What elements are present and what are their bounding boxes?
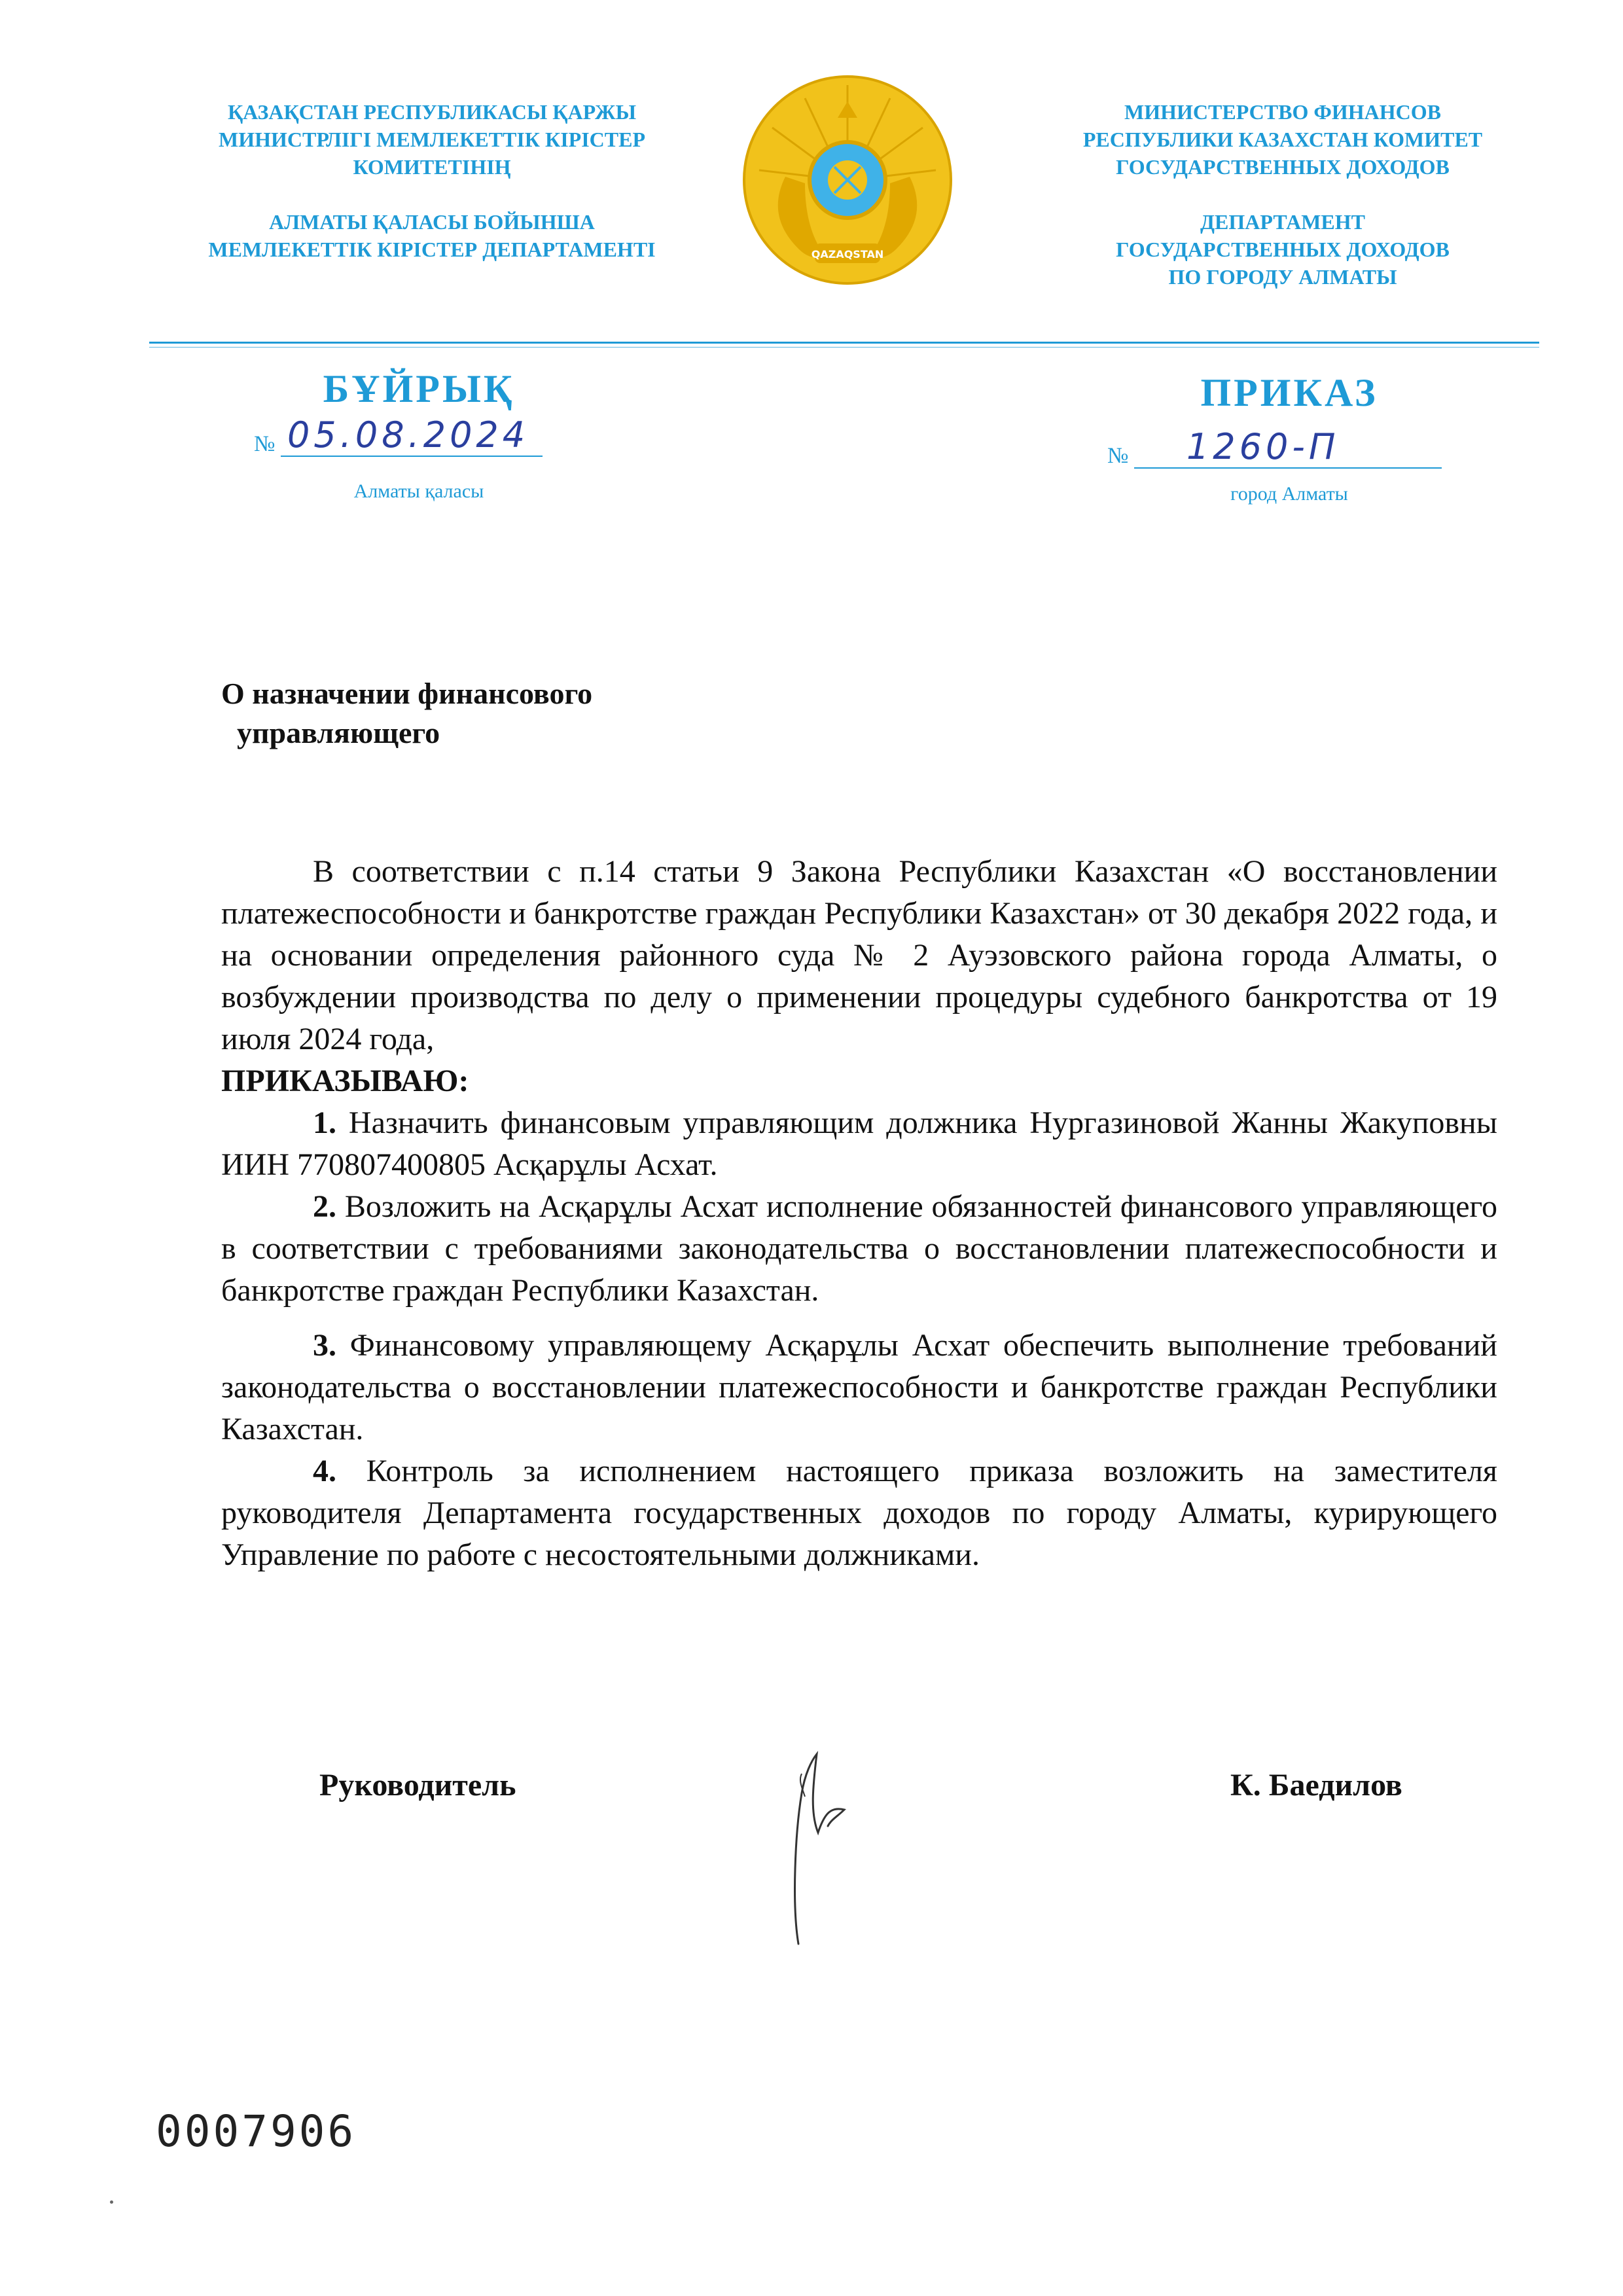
item-number: 4. bbox=[313, 1454, 336, 1488]
item-number: 1. bbox=[313, 1105, 336, 1140]
order-item bbox=[221, 1325, 1497, 1450]
order-title-ru: ПРИКАЗ bbox=[1200, 371, 1378, 414]
document-subject bbox=[221, 674, 592, 753]
order-item bbox=[221, 1450, 1497, 1576]
order-number-field-kz bbox=[281, 414, 543, 457]
margin-mark bbox=[110, 2200, 113, 2204]
serial-number: 0007906 bbox=[156, 2106, 357, 2157]
subject-line: управляющего bbox=[237, 716, 440, 749]
header-ru-line: ГОСУДАРСТВЕННЫХ ДОХОДОВ bbox=[1116, 238, 1450, 261]
item-number: 3. bbox=[313, 1328, 336, 1363]
state-emblem-icon bbox=[740, 72, 955, 288]
header-divider-thin bbox=[149, 347, 1539, 348]
item-text: Возложить на Асқарұлы Асхат исполнение обязанностей финансового управляющего в соответствии с требованиями законодательства о восстановлении платежеспособности и банкротстве граждан Республики Казахстан. bbox=[221, 1189, 1498, 1308]
preamble-paragraph: В соответствии с п.14 статьи 9 Закона Республики Казахстан «О восстановлении платежеспособности и банкротстве граждан Республики Казахстан» от 30 декабря 2022 года, и на основании определения районного суда № 2 Ауэзовского района города Алматы, о возбуждении производства по делу о применении процедуры судебного банкротства от 19 июля 2024 года, bbox=[221, 854, 1497, 1056]
header-ru-line: МИНИСТЕРСТВО ФИНАНСОВ bbox=[1124, 100, 1441, 124]
header-kz-line: КОМИТЕТІНІҢ bbox=[353, 155, 511, 179]
header-ru-line: ГОСУДАРСТВЕННЫХ ДОХОДОВ bbox=[1116, 155, 1450, 179]
header-kz-line: ҚАЗАҚСТАН РЕСПУБЛИКАСЫ ҚАРЖЫ bbox=[227, 100, 637, 124]
item-text: Контроль за исполнением настоящего приказа возложить на заместителя руководителя Департамента государственных доходов по городу Алматы, курирующего Управление по работе с несостоятельными должниками. bbox=[221, 1454, 1498, 1572]
order-item bbox=[221, 1186, 1497, 1312]
item-text: Назначить финансовым управляющим должника Нургазиновой Жанны Жакуповны ИИН 770807400805 Асқарұлы Асхат. bbox=[221, 1105, 1497, 1182]
handwritten-number: 1260-П bbox=[1186, 426, 1340, 467]
order-title-kz: БҰЙРЫҚ bbox=[323, 367, 515, 410]
header-ru-line: РЕСПУБЛИКИ КАЗАХСТАН КОМИТЕТ bbox=[1082, 128, 1483, 151]
header-ru-line: ДЕПАРТАМЕНТ bbox=[1200, 210, 1365, 234]
emblem-label: QAZAQSTAN bbox=[811, 248, 884, 260]
order-item bbox=[221, 1102, 1497, 1186]
signatory-name: К. Баедилов bbox=[1230, 1768, 1402, 1803]
item-text: Финансовому управляющему Асқарұлы Асхат обеспечить выполнение требований законодательства о восстановлении платежеспособности и банкротстве граждан Республики Казахстан. bbox=[221, 1328, 1497, 1446]
signature-icon bbox=[740, 1734, 870, 1983]
handwritten-date: 05.08.2024 bbox=[287, 414, 529, 456]
header-kz-line: МЕМЛЕКЕТТІК КІРІСТЕР ДЕПАРТАМЕНТІ bbox=[208, 238, 656, 261]
city-ru: город Алматы bbox=[1230, 483, 1348, 505]
header-kz-line: МИНИСТРЛІГІ МЕМЛЕКЕТТІК КІРІСТЕР bbox=[218, 128, 645, 151]
header-divider bbox=[149, 342, 1539, 344]
order-number-line-ru bbox=[1107, 426, 1442, 469]
number-sign: № bbox=[254, 432, 276, 456]
order-number-field-ru bbox=[1134, 426, 1442, 469]
header-kz-line: АЛМАТЫ ҚАЛАСЫ БОЙЫНША bbox=[269, 210, 595, 234]
order-number-line-kz bbox=[254, 414, 543, 457]
subject-line: О назначении финансового bbox=[221, 677, 593, 710]
document-body bbox=[221, 851, 1497, 1576]
header-ru bbox=[995, 98, 1571, 291]
number-sign: № bbox=[1107, 444, 1129, 468]
order-word: ПРИКАЗЫВАЮ: bbox=[221, 1064, 469, 1098]
item-number: 2. bbox=[313, 1189, 336, 1224]
city-kz: Алматы қаласы bbox=[353, 480, 484, 502]
signatory-role: Руководитель bbox=[319, 1768, 516, 1803]
header-ru-line: ПО ГОРОДУ АЛМАТЫ bbox=[1168, 265, 1397, 289]
header-kz bbox=[157, 98, 707, 263]
